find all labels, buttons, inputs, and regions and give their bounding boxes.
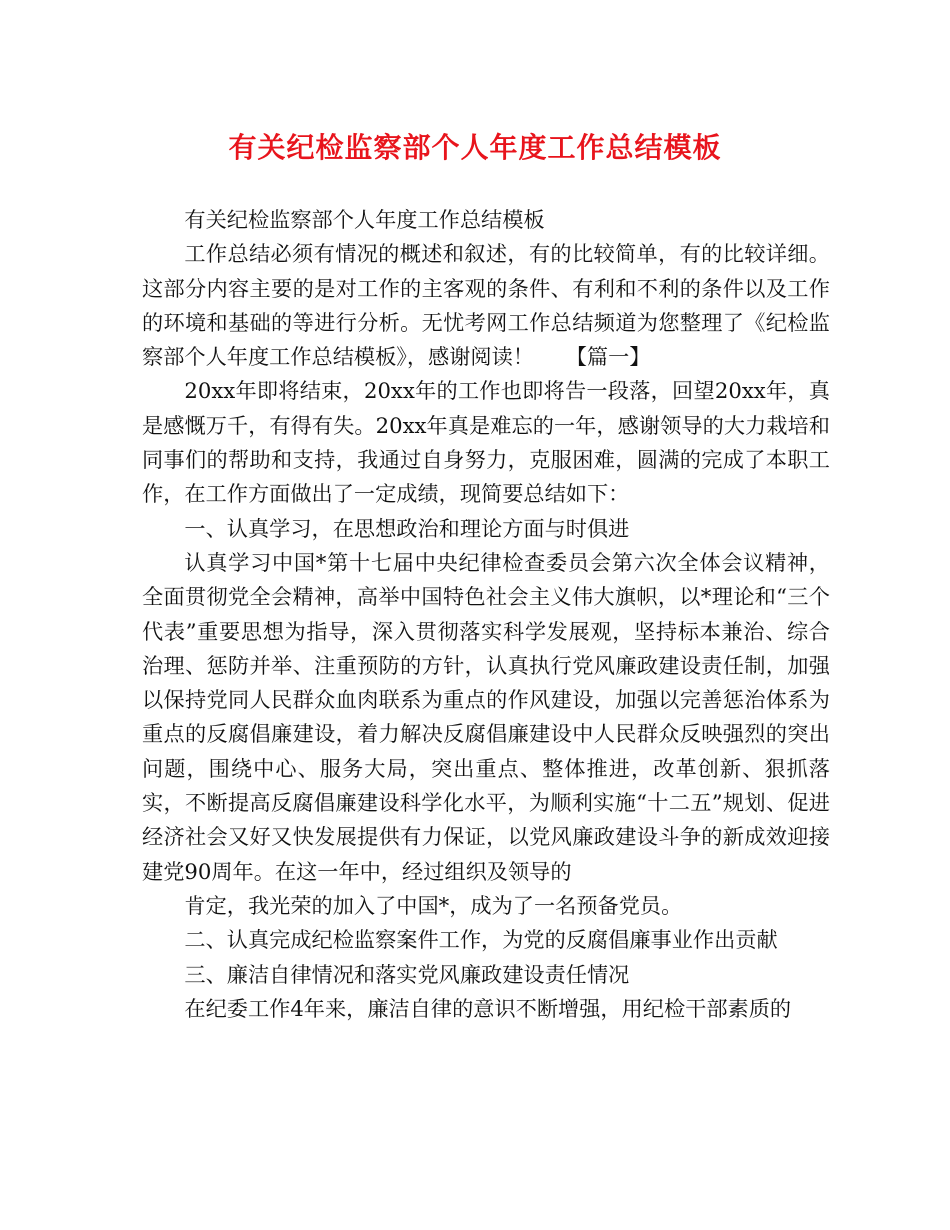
paragraph-study: 认真学习中国*第十七届中央纪律检查委员会第六次全体会议精神，全面贯彻党全会精神，高举中国特色社会主义伟大旗帜，以*理论和“三个代表”重要思想为指导，深入贯彻落实科学发展观，坚持标本兼治、综合治理、惩防并举、注重预防的方针，认真执行党风廉政建设责任制，加强以保持党同人民群众血肉联系为重点的作风建设，加强以完善惩治体系为重点的反腐倡廉建设，着力解决反腐倡廉建设中人民群众反映强烈的突出问题，围绕中心、服务大局，突出重点、整体推进，改革创新、狠抓落实，不断提高反腐倡廉建设科学化水平，为顺利实施“十二五”规划、促进经济社会又好又快发展提供有力保证，以党风廉政建设斗争的新成效迎接建党90周年。在这一年中，经过组织及领导的 [142, 549, 830, 884]
section-heading-2: 二、认真完成纪检监察案件工作，为党的反腐倡廉事业作出贡献 [184, 927, 778, 953]
section-heading-1: 一、认真学习，在思想政治和理论方面与时俱进 [184, 515, 630, 541]
paragraph-summary-opening: 20xx年即将结束，20xx年的工作也即将告一段落，回望20xx年，真是感慨万千，有得有失。20xx年真是难忘的一年，感谢领导的大力栽培和同事们的帮助和支持，我通过自身努力，克服困难，圆满的完成了本职工作，在工作方面做出了一定成绩，现简要总结如下： [142, 378, 830, 507]
paragraph-subtitle: 有关纪检监察部个人年度工作总结模板 [184, 207, 545, 232]
paragraph-self-discipline: 在纪委工作4年来，廉洁自律的意识不断增强，用纪检干部素质的 [184, 995, 792, 1021]
document-title: 有关纪检监察部个人年度工作总结模板 [228, 131, 722, 164]
paragraph-intro: 工作总结必须有情况的概述和叙述，有的比较简单，有的比较详细。这部分内容主要的是对工作的主客观的条件、有利和不利的条件以及工作的环境和基础的等进行分析。无忧考网工作总结频道为您整理了《纪检监察部个人年度工作总结模板》，感谢阅读！ 【篇一】 [142, 241, 830, 370]
document-body [142, 203, 830, 1026]
paragraph-party-member: 肯定，我光荣的加入了中国*，成为了一名预备党员。 [184, 892, 683, 918]
section-heading-3: 三、廉洁自律情况和落实党风廉政建设责任情况 [184, 961, 630, 987]
